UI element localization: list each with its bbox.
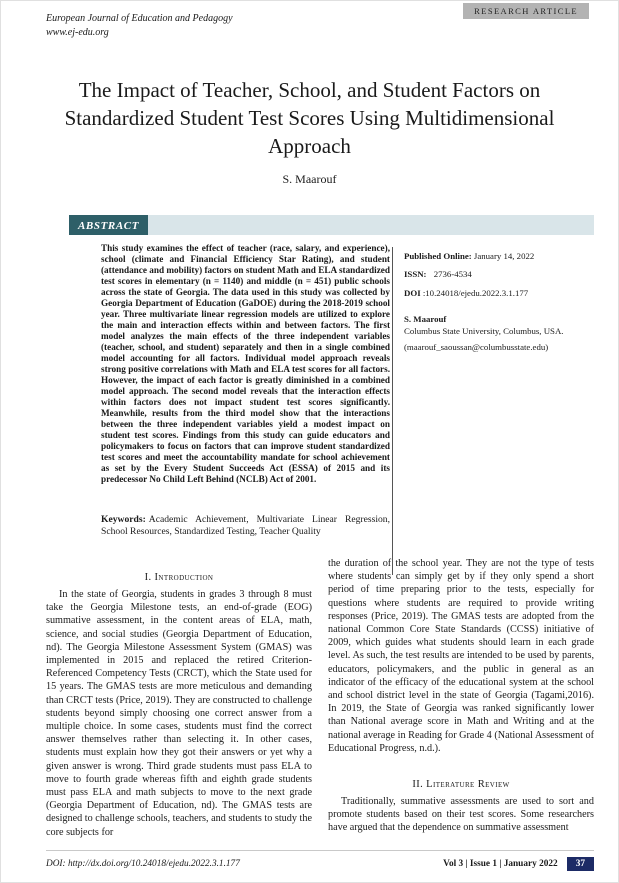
introduction-paragraph-right: the duration of the school year. They are not the type of tests where students can simply get by if they only spend a short period of time preparing prior to the tests, especially for questions where students are required to provide writing responses (Price, 2019). The GMAS tests are adopted from the national Common Core State Standards (CCSS) initiative of 2009, which guides what students should learn in each grade level. As such, the test results are intended to be used by parents, educators, policymakers, and the public in general as an indicator of the efficacy of the educational system at the school and school district level in the state of Georgia (Tagami,2016). In 2019, the State of Georgia was ranked significantly lower than National average score in Math and Writing and at the national average in Reading for Grade 4 (National Assessment of Educational Progress, n.d.). xyxy=(328,558,594,754)
footer-doi: DOI: http://dx.doi.org/10.24018/ejedu.2022.3.1.177 xyxy=(46,859,240,869)
literature-review-paragraph: Traditionally, summative assessments are used to sort and promote students based on their test scores. Some researchers have argued that the dependence on summative assessment xyxy=(328,796,594,834)
journal-header xyxy=(46,12,233,39)
author-affiliation: Columbus State University, Columbus, USA. xyxy=(404,325,564,336)
issn-line xyxy=(404,269,592,280)
footer-issue-info: Vol 3 | Issue 1 | January 2022 xyxy=(443,859,558,869)
research-article-badge: RESEARCH ARTICLE xyxy=(463,3,589,19)
issn-label: ISSN: xyxy=(404,269,427,280)
published-online-line xyxy=(404,251,592,262)
doi-label: DOI xyxy=(404,287,421,298)
author-name: S. Maarouf xyxy=(282,172,337,186)
abstract-header-bar xyxy=(69,215,594,235)
meta-sidebar xyxy=(404,251,592,354)
doi-value: :10.24018/ejedu.2022.3.1.177 xyxy=(422,287,529,298)
body-column-left xyxy=(46,557,312,839)
corresponding-author-name: S. Maarouf xyxy=(404,314,447,325)
abstract-header-fill xyxy=(148,215,594,235)
abstract-section xyxy=(101,243,390,537)
journal-url: www.ej-edu.org xyxy=(46,26,109,38)
body-columns xyxy=(46,557,594,839)
footer-issue-block xyxy=(443,857,594,871)
page-footer xyxy=(46,850,594,871)
article-title-text: The Impact of Teacher, School, and Student Factors on Standardized Student Test Scores Using Multidimensional Approach xyxy=(64,78,555,158)
abstract-meta-divider xyxy=(392,247,393,575)
published-online-value: January 14, 2022 xyxy=(473,251,535,261)
keywords-block xyxy=(101,514,390,537)
keywords-text: Academic Achievement, Multivariate Linear Regression, School Resources, Standardized Testing, Teacher Quality xyxy=(101,514,390,537)
published-online-label: Published Online: xyxy=(404,251,472,261)
body-column-right xyxy=(328,557,594,839)
abstract-heading: ABSTRACT xyxy=(69,215,148,235)
article-title xyxy=(61,77,558,161)
corresponding-author-block xyxy=(404,314,592,353)
literature-review-heading: II. Literature Review xyxy=(412,779,510,791)
author-email: (maarouf_saoussan@columbusstate.edu) xyxy=(404,342,549,353)
keywords-label: Keywords: xyxy=(101,514,146,525)
issn-value: 2736-4534 xyxy=(433,269,472,280)
doi-line xyxy=(404,288,592,299)
abstract-text: This study examines the effect of teacher (race, salary, and experience), school (climate and Financial Efficiency Star Rating), and student (attendance and mobility) factors on student Math and ELA standardized test scores in elementary (n = 1140) and middle (n = 451) public schools across the state of Georgia. The data used in this study was collected by Georgia Department of Education (GaDOE) during the 2018-2019 school year. Three multivariate linear regression models are utilized to explore the main and interaction effects within and between factors. The first model analyzes the main effects of the three independent variables (teacher, school, and student) separately and then in a single combined model accounting for all factors. Individual model approach reveals strong positive correlations with Math and ELA test scores for all factors. However, the impact of each factor is greatly diminished in a combined model approach. The second model reveals that the interaction effects within factors does not impact student test scores significantly. Meanwhile, results from the third model show that the interactions between the three independent variables yield a modest impact on student test scores. Findings from this study can guide educators and policymakers to focus on factors that can improve student standardized test scores and meet the accountability mandate for school achievement as set by the Every Student Succeeds Act (ESSA) of 2015 and its predecessor No Child Left Behind (NCLB) Act of 2001. xyxy=(101,243,390,484)
footer-page-number: 37 xyxy=(567,857,594,871)
introduction-heading: I. Introduction xyxy=(144,572,214,583)
journal-name: European Journal of Education and Pedagogy xyxy=(46,13,233,24)
introduction-paragraph-left: In the state of Georgia, students in grades 3 through 8 must take the Georgia Milestone tests, an end-of-grade (EOG) summative assessment, in the content areas of ELA, math, science, and social studies (Georgia Department of Education, nd). The Georgia Milestone Assessment System (GMAS) was implemented in 2015 and replaced the retired Criterion-Referenced Competency Tests (CRCT), which the State used for 15 years. The GMAS tests are more meticulous and demanding than CRCT tests (Price, 2019). They are constructed to challenge students beyond simply choosing one correct answer from a multiple choice. In some cases, students must find the correct answer themselves rather than selecting it. In other cases, students must explain how they got their answers or yet why a given answer is wrong. Third grade students must pass ELA to move to fourth grade whereas fifth and eighth grade students must pass ELA and math subjects to move to the next grade (Georgia Department of Education, nd). The GMAS tests are designed to challenge schools, teachers, and students to study the core subjects for xyxy=(46,589,312,838)
